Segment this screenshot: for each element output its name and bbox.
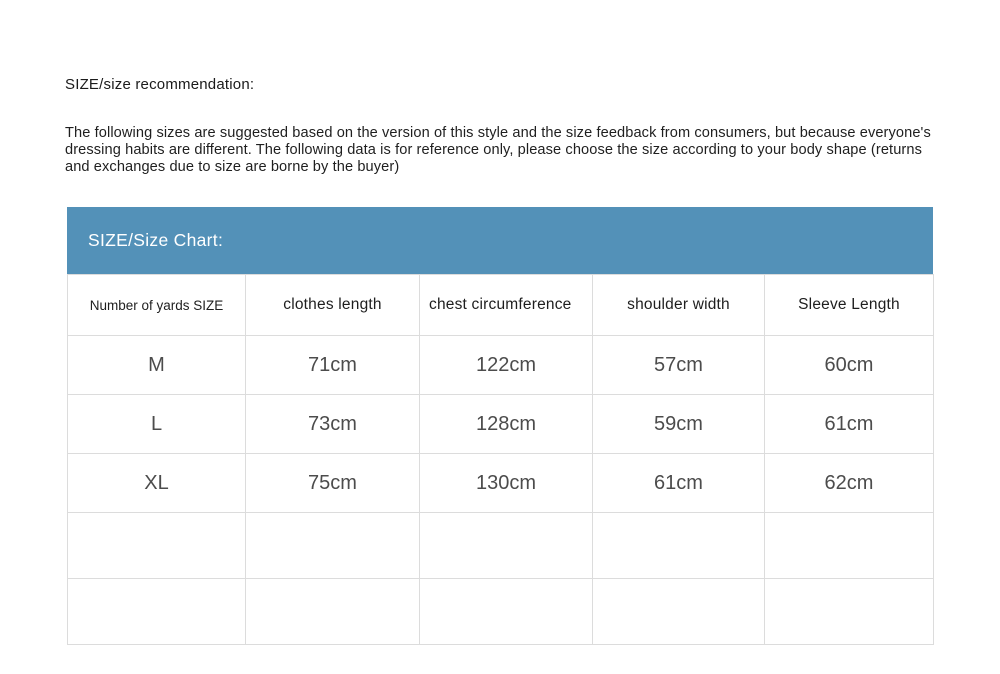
size-cell: 61cm bbox=[765, 395, 934, 454]
size-cell: 62cm bbox=[765, 454, 934, 513]
column-header-chest-circumference: chest circumference bbox=[420, 275, 593, 336]
column-header-sleeve-length: Sleeve Length bbox=[765, 275, 934, 336]
size-cell bbox=[246, 579, 420, 645]
size-cell: M bbox=[68, 336, 246, 395]
size-chart-title: SIZE/Size Chart: bbox=[88, 230, 224, 250]
size-cell: 60cm bbox=[765, 336, 934, 395]
size-cell: 73cm bbox=[246, 395, 420, 454]
size-cell: 128cm bbox=[420, 395, 593, 454]
size-table-header-row bbox=[68, 275, 934, 336]
size-description: The following sizes are suggested based on the version of this style and the size feedback from consumers, but because everyone's dressing habits are different. The following data is for reference only, please choose the size according to your body shape (returns and exchanges due to size are borne by the buyer) bbox=[65, 125, 931, 176]
size-cell: 61cm bbox=[593, 454, 765, 513]
size-cell: XL bbox=[68, 454, 246, 513]
size-cell bbox=[765, 513, 934, 579]
size-cell bbox=[68, 579, 246, 645]
size-cell bbox=[246, 513, 420, 579]
size-cell: 57cm bbox=[593, 336, 765, 395]
size-row-xl bbox=[68, 454, 934, 513]
size-cell bbox=[68, 513, 246, 579]
size-row-empty bbox=[68, 579, 934, 645]
size-cell bbox=[593, 513, 765, 579]
size-cell: 130cm bbox=[420, 454, 593, 513]
size-cell: 71cm bbox=[246, 336, 420, 395]
size-cell: 75cm bbox=[246, 454, 420, 513]
size-cell: L bbox=[68, 395, 246, 454]
column-header-clothes-length: clothes length bbox=[246, 275, 420, 336]
size-cell bbox=[420, 579, 593, 645]
size-cell: 122cm bbox=[420, 336, 593, 395]
size-table bbox=[67, 274, 934, 645]
size-cell: 59cm bbox=[593, 395, 765, 454]
size-row-l bbox=[68, 395, 934, 454]
size-cell bbox=[593, 579, 765, 645]
size-chart-header-bar bbox=[67, 207, 933, 274]
column-header-size: Number of yards SIZE bbox=[68, 275, 246, 336]
page-title: SIZE/size recommendation: bbox=[65, 76, 255, 93]
size-cell bbox=[420, 513, 593, 579]
column-header-shoulder-width: shoulder width bbox=[593, 275, 765, 336]
size-row-empty bbox=[68, 513, 934, 579]
size-row-m bbox=[68, 336, 934, 395]
size-cell bbox=[765, 579, 934, 645]
